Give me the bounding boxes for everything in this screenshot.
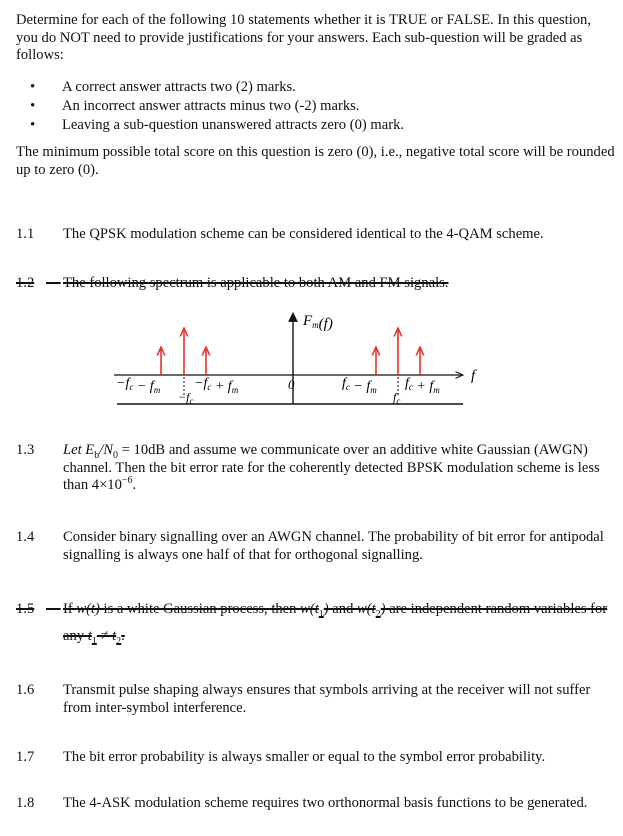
q5-part: 2: [375, 608, 381, 620]
q3-part: = 10dB and assume we communicate over an additive white Gaussian (AWGN) channel. Then the bit error rate for the coherently detected BPSK modulation scheme is less than 4×10: [63, 442, 600, 493]
question-number: 1.3: [16, 442, 35, 458]
minimum-score-note: The minimum possible total score on this question is zero (0), i.e., negative total score will be rounded up to zero (0).: [16, 144, 615, 178]
q3-part: .: [132, 477, 137, 493]
question-number: 1.5: [16, 601, 35, 617]
question-1-7-text: The bit error probability is always smaller or equal to the symbol error probability.: [63, 749, 546, 765]
bullet-text: A correct answer attracts two (2) marks.: [62, 79, 296, 95]
q5-part: t: [87, 628, 92, 644]
q5-part: ): [323, 601, 329, 617]
bullet-text: Leaving a sub-question unanswered attracts zero (0) mark.: [62, 117, 405, 133]
pos-lower-label: $f_c - f_m$: [342, 376, 377, 395]
pos-upper-label: $f_c + f_m$: [405, 376, 440, 395]
q5-part: 1: [91, 635, 97, 647]
q3-part: /N: [99, 442, 114, 458]
q5-part: w(t: [357, 601, 376, 617]
q5-part: and: [328, 601, 358, 617]
bullet-dot: •: [30, 117, 36, 133]
question-number: 1.4: [16, 529, 35, 545]
q5-part: .: [121, 628, 125, 644]
q3-part: −6: [121, 475, 133, 487]
q5-part: ): [380, 601, 386, 617]
y-axis-label: $F_m(f)$: [303, 313, 333, 332]
strike-connector: [46, 601, 63, 619]
question-1-3-text: [63, 442, 611, 495]
question-1-1-text: The QPSK modulation scheme can be considered identical to the 4-QAM scheme.: [63, 226, 544, 242]
question-number: 1.7: [16, 749, 35, 765]
question-1-5-text: [63, 596, 611, 650]
q5-part: w(t: [300, 601, 319, 617]
bullet-text: An incorrect answer attracts minus two (-2) marks.: [62, 98, 360, 114]
zero-label: 0: [288, 377, 295, 392]
x-axis-label: f: [471, 368, 476, 384]
question-1-6-text: Transmit pulse shaping always ensures that symbols arriving at the receiver will not suffer from inter-symbol interference.: [63, 682, 591, 716]
q5-part: 1: [318, 608, 324, 620]
q3-part: 0: [113, 449, 119, 461]
question-number: 1.8: [16, 795, 35, 811]
q5-part: t: [112, 628, 117, 644]
q3-part: Let E: [63, 442, 95, 458]
question-1-2-text: The following spectrum is applicable to both AM and FM signals.: [63, 275, 449, 291]
instructions-paragraph: Determine for each of the following 10 statements whether it is TRUE or FALSE. In this question, you do NOT need to provide justifications for your answers. Each sub-question will be graded as follows:: [16, 12, 591, 63]
question-number: 1.1: [16, 226, 35, 242]
q5-part: are independent random variables for any: [63, 601, 608, 644]
question-1-8-text: The 4-ASK modulation scheme requires two orthonormal basis functions to be generated.: [63, 795, 588, 811]
bullet-dot: •: [30, 79, 36, 95]
q5-part: ≠: [96, 628, 113, 644]
strike-connector: [46, 275, 63, 293]
q5-part: w(t): [76, 601, 100, 617]
question-1-4-text: Consider binary signalling over an AWGN channel. The probability of bit error for antipodal signalling is always one half of that for orthogonal signalling.: [63, 529, 604, 563]
neg-carrier-label: $-f_c$: [178, 390, 194, 406]
q5-part: is a white Gaussian process, then: [99, 601, 301, 617]
q5-part: If: [63, 601, 77, 617]
neg-upper-label: $-f_c + f_m$: [194, 376, 239, 395]
neg-lower-label: $-f_c - f_m$: [116, 376, 161, 395]
question-number: 1.2: [16, 275, 35, 291]
spectrum-diagram: [0, 295, 623, 415]
q3-part: b: [94, 449, 100, 461]
q5-part: 2: [116, 635, 122, 647]
bullet-dot: •: [30, 98, 36, 114]
pos-carrier-label: $f_c$: [393, 390, 401, 406]
question-number: 1.6: [16, 682, 35, 698]
